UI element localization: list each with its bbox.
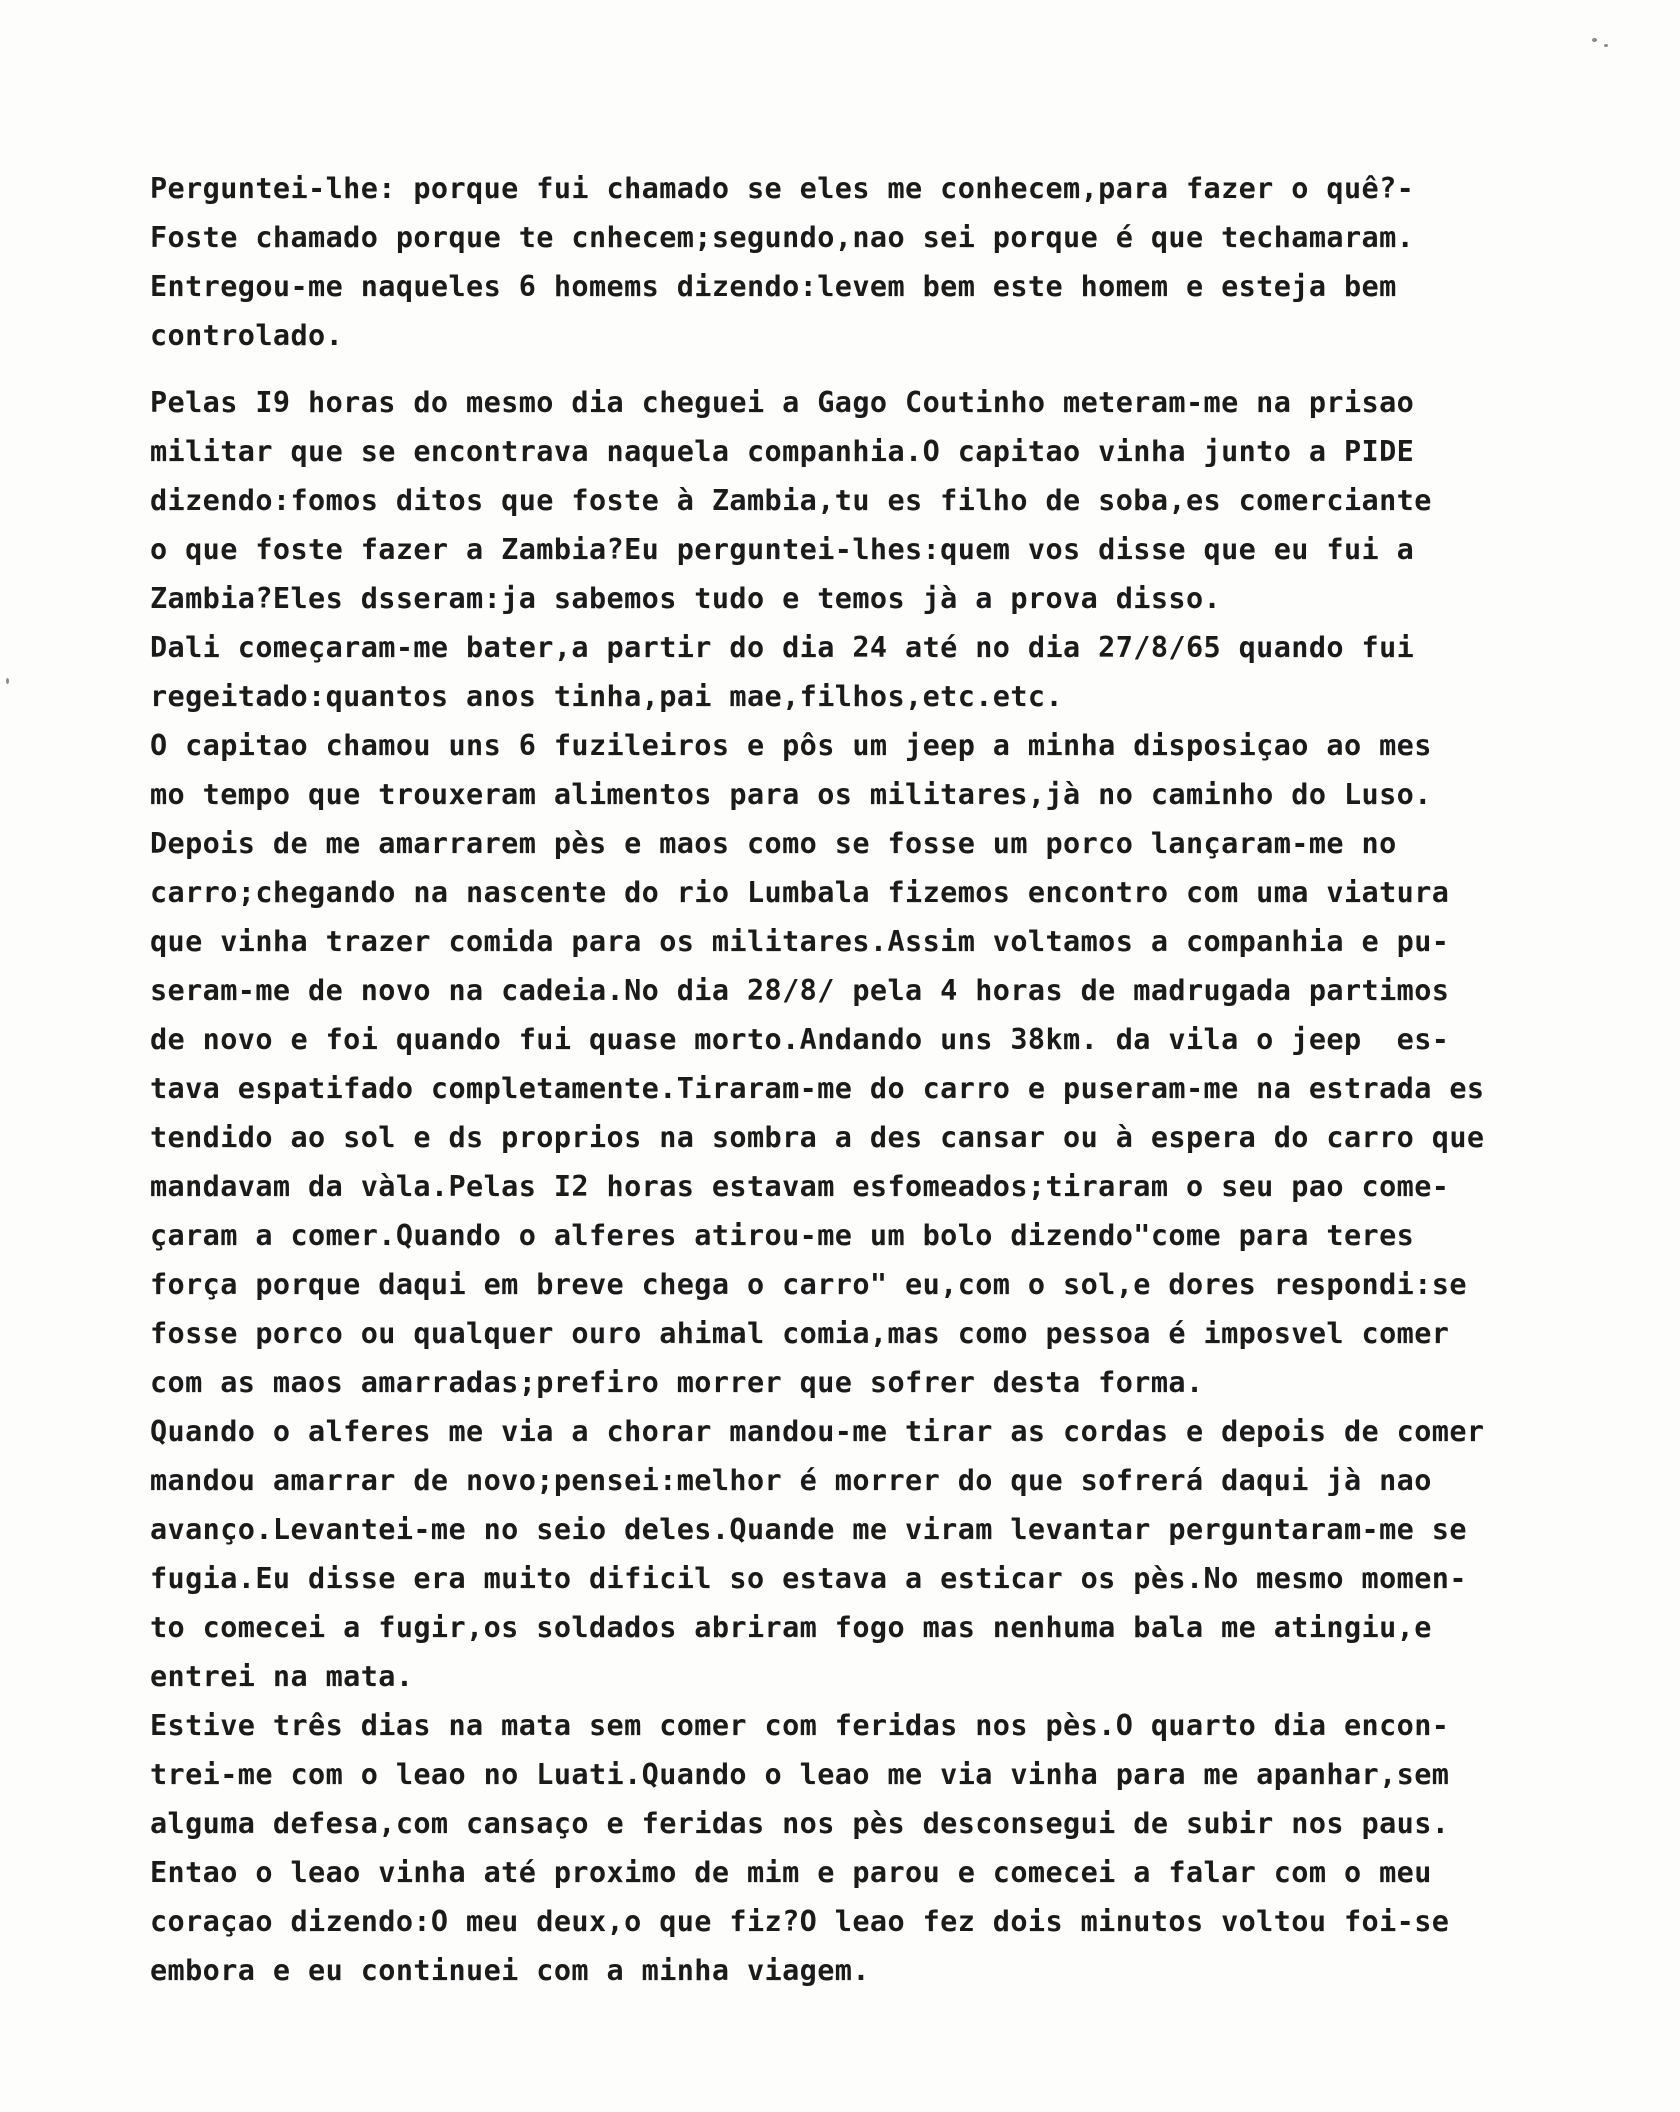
text-line: Entao o leao vinha até proximo de mim e parou e comecei a falar com o meu [150,1856,1432,1889]
text-line: regeitado:quantos anos tinha,pai mae,filhos,etc.etc. [150,680,1064,713]
text-line: controlado. [150,319,344,352]
text-line: o que foste fazer a Zambia?Eu perguntei-lhes:quem vos disse que eu fui a [150,533,1415,566]
scan-speck [1604,44,1608,47]
text-line: trei-me com o leao no Luati.Quando o leao me via vinha para me apanhar,sem [150,1758,1450,1791]
text-line: Foste chamado porque te cnhecem;segundo,nao sei porque é que techamaram. [150,221,1415,254]
text-line: mandou amarrar de novo;pensei:melhor é morrer do que sofrerá daqui jà nao [150,1464,1432,1497]
text-line: Estive três dias na mata sem comer com feridas nos pès.O quarto dia encon- [150,1709,1450,1742]
text-line: alguma defesa,com cansaço e feridas nos pès desconsegui de subir nos paus. [150,1807,1450,1840]
text-line: to comecei a fugir,os soldados abriram fogo mas nenhuma bala me atingiu,e [150,1611,1432,1644]
text-line: mo tempo que trouxeram alimentos para os militares,jà no caminho do Luso. [150,778,1432,811]
text-line: de novo e foi quando fui quase morto.Andando uns 38km. da vila o jeep es- [150,1023,1450,1056]
scan-speck [6,678,9,684]
text-line: O capitao chamou uns 6 fuzileiros e pôs um jeep a minha disposiçao ao mes [150,729,1432,762]
text-line: Dali começaram-me bater,a partir do dia 24 até no dia 27/8/65 quando fui [150,631,1415,664]
text-line: que vinha trazer comida para os militares.Assim voltamos a companhia e pu- [150,925,1450,958]
text-line: çaram a comer.Quando o alferes atirou-me um bolo dizendo"come para teres [150,1219,1415,1252]
text-line: com as maos amarradas;prefiro morrer que sofrer desta forma. [150,1366,1204,1399]
text-line: coraçao dizendo:O meu deux,o que fiz?O leao fez dois minutos voltou foi-se [150,1905,1450,1938]
text-line: tendido ao sol e ds proprios na sombra a des cansar ou à espera do carro que [150,1121,1485,1154]
text-line: carro;chegando na nascente do rio Lumbala fizemos encontro com uma viatura [150,876,1450,909]
paragraph [150,378,1660,1995]
text-line: fosse porco ou qualquer ouro ahimal comia,mas como pessoa é imposvel comer [150,1317,1450,1350]
text-line: Perguntei-lhe: porque fui chamado se eles me conhecem,para fazer o quê?- [150,172,1415,205]
text-line: mandavam da vàla.Pelas I2 horas estavam esfomeados;tiraram o seu pao come- [150,1170,1450,1203]
text-line: tava espatifado completamente.Tiraram-me do carro e puseram-me na estrada es [150,1072,1485,1105]
text-line: dizendo:fomos ditos que foste à Zambia,tu es filho de soba,es comerciante [150,484,1432,517]
text-line: embora e eu continuei com a minha viagem. [150,1954,870,1987]
text-line: seram-me de novo na cadeia.No dia 28/8/ pela 4 horas de madrugada partimos [150,974,1450,1007]
paragraph [150,164,1660,360]
text-line: Pelas I9 horas do mesmo dia cheguei a Gago Coutinho meteram-me na prisao [150,386,1415,419]
scan-speck [1592,38,1597,42]
text-line: avanço.Levantei-me no seio deles.Quande me viram levantar perguntaram-me se [150,1513,1467,1546]
text-line: fugia.Eu disse era muito dificil so estava a esticar os pès.No mesmo momen- [150,1562,1467,1595]
typed-letter-body [150,164,1660,2013]
text-line: Depois de me amarrarem pès e maos como se fosse um porco lançaram-me no [150,827,1397,860]
text-line: Zambia?Eles dsseram:ja sabemos tudo e temos jà a prova disso. [150,582,1222,615]
text-line: militar que se encontrava naquela companhia.O capitao vinha junto a PIDE [150,435,1415,468]
text-line: Entregou-me naqueles 6 homems dizendo:levem bem este homem e esteja bem [150,270,1397,303]
text-line: Quando o alferes me via a chorar mandou-me tirar as cordas e depois de comer [150,1415,1485,1448]
text-line: entrei na mata. [150,1660,414,1693]
text-line: força porque daqui em breve chega o carro" eu,com o sol,e dores respondi:se [150,1268,1467,1301]
